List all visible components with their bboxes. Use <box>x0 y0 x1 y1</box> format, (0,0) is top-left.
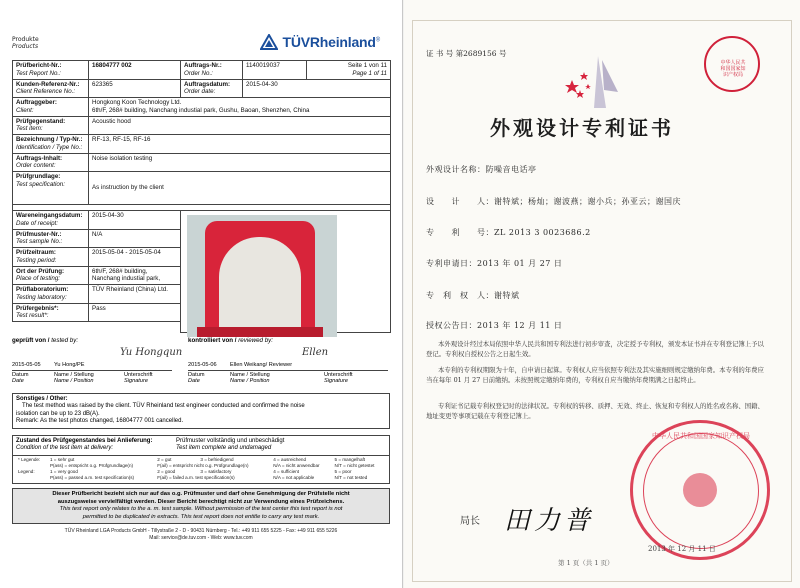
seal-date: 2013 年 12 月 11 日 <box>648 545 716 553</box>
signature-block <box>12 333 390 391</box>
place-label: Ort der Prüfung: Place of testing: <box>13 266 89 285</box>
report-info-table <box>12 60 391 333</box>
design-name-row: 外观设计名称：防噪音电话亭 <box>426 165 537 174</box>
client-ref: 623365 <box>89 79 181 98</box>
certificate-title: 外观设计专利证书 <box>490 116 674 140</box>
order-date-label: Auftragsdatum: Order date: <box>181 79 243 98</box>
designer-row: 设 计 人：谢特斌；杨灿；谢波燕；谢小兵；孙亚云；谢国庆 <box>426 197 681 206</box>
test-item-label: Prüfgegenstand: Test item: <box>13 116 89 135</box>
tested-date: 2015-05-05 <box>12 361 41 368</box>
patentee-row: 专 利 权 人：谢特斌 <box>426 291 520 300</box>
order-content: Noise isolation testing <box>89 153 391 172</box>
certificate-number: 证 书 号 第2689156 号 <box>426 49 507 58</box>
order-date: 2015-04-30 <box>243 79 391 98</box>
tested-by-label: geprüft von / tested by: <box>12 336 79 344</box>
type-no-label: Bezeichnung / Typ-Nr.: Identification / Type No.: <box>13 135 89 154</box>
small-official-seal: 中华人民共和国国家知识产权局 <box>704 36 760 92</box>
name-col-label: Name / Stellung Name / Position <box>54 371 94 384</box>
reviewed-date: 2015-05-06 <box>188 361 217 368</box>
result: Pass <box>89 303 181 322</box>
order-no: 1140019037 <box>243 61 307 80</box>
place: 6th/F, 268# building, Nanchang industial park, <box>89 266 181 285</box>
client-ref-label: Kunden-Referenz-Nr.: Client Reference No.: <box>13 79 89 98</box>
test-spec-label: Prüfgrundlage: Test specification: <box>13 172 89 205</box>
tuv-logo <box>260 34 380 50</box>
tester-name: Yu Hong/PE <box>54 361 85 368</box>
testing-period: 2015-05-04 - 2015-05-04 <box>89 248 181 267</box>
condition-box: Zustand des Prüfgegenstandes bei Anlieferung: Condition of the test item at delivery: Prüfmuster vollständig und unbeschädigt Test item complete and undamaged <box>12 435 390 455</box>
reviewed-by-label: kontrolliert von / reviewed by: <box>188 336 273 344</box>
date-col-label: Datum Date <box>12 371 29 384</box>
client: Hongkong Koon Technology Ltd. 6th/F, 268# building, Nanchang industial park, Gushu, Baoan, Shenzhen, China <box>89 98 391 117</box>
sample-no: N/A <box>89 229 181 248</box>
result-label: Prüfergebnis*: Test result*: <box>13 303 89 322</box>
tuv-triangle-icon <box>260 34 278 50</box>
page-count: Seite 1 von 11 Page 1 of 11 <box>307 61 391 80</box>
national-emblem-icon <box>683 473 717 507</box>
certificate-paragraph-1: 本外观设计经过本局依照中华人民共和国专利法进行初步审查，决定授予专利权，颁发本证书并在专利登记簿上予以登记。专利权自授权公告之日起生效。 <box>426 340 764 358</box>
director-label: 局长 <box>460 516 480 527</box>
test-spec: As instruction by the client <box>89 172 391 205</box>
name-col-label-2: Name / Stellung Name / Position <box>230 371 270 384</box>
order-content-label: Auftrags-Inhalt: Order content: <box>13 153 89 172</box>
signature-col-label: Unterschrift Signature <box>124 371 153 384</box>
grant-date-row: 授权公告日：2013 年 12 月 11 日 <box>426 321 563 330</box>
order-no-label: Auftrags-Nr.: Order No.: <box>181 61 243 80</box>
director-signature: 田力普 <box>504 506 595 536</box>
signature-col-label-2: Unterschrift Signature <box>324 371 353 384</box>
receipt-date-label: Wareneingangsdatum: Date of receipt: <box>13 211 89 230</box>
report-header <box>12 10 390 60</box>
type-no: RF-13, RF-15, RF-16 <box>89 135 391 154</box>
certificate-page-footer: 第 1 页（共 1 页） <box>558 559 614 567</box>
produkte-label: Produkte <box>12 36 39 43</box>
reviewer-name: Ellen Weikang/ Reviewer <box>230 361 293 368</box>
patent-no-row: 专 利 号：ZL 2013 3 0023686.2 <box>426 228 591 237</box>
report-footer: TÜV Rheinland LGA Products GmbH - Tillystraße 2 - D - 90431 Nürnberg - Tel.: +49 911 655 5225 - Fax: +49 911 655 5226 Mail: service@de.tuv.com - Web: www.tuv.com <box>64 528 338 542</box>
products-label: Products <box>12 43 39 50</box>
client-label: Auftraggeber: Client: <box>13 98 89 117</box>
filing-date-row: 专利申请日：2013 年 01 月 27 日 <box>426 259 563 268</box>
acoustic-hood-photo <box>187 215 337 337</box>
certificate-paragraph-2: 本专利的专利权期限为十年，自申请日起算。专利权人应当依照专利法及其实施细则规定缴纳年费。本专利的年费应当在每年 01 月 27 日前缴纳。未按照规定缴纳年费的，专利权自应当缴纳年费期满之日起终止。 <box>426 366 764 384</box>
report-no: 16804777 002 <box>89 61 181 80</box>
testing-period-label: Prüfzeitraum: Testing period: <box>13 248 89 267</box>
other-remarks: Sonstiges / Other: The test method was raised by the client. TÜV Rheinland test engineer conducted and confirmed the noise isolation can be up to 23 dB(A). Remark: As the test photos changed, 16804777 001 cancelled. <box>12 393 390 429</box>
patent-office-emblem-icon <box>558 52 638 112</box>
certificate-paragraph-3: 专利证书记载专利权登记时的法律状况。专利权的转移、质押、无效、终止、恢复和专利权人的姓名或名称、国籍、地址变更等事项记载在专利登记簿上。 <box>426 402 764 420</box>
grading-legend: * Legende: 1 = sehr gut 2 = gut 3 = befriedigend 4 = ausreichend 5 = mangelhaft P(ass) = entspricht o.g. Prüfgrundlage(n) F(ail) = entspricht nicht o.g. Prüfgrundlage(n) N/A = nicht anwendbar N/T = nicht getestet Legend: 1 = very good 2 = good 3 = satisfactory 4 = sufficient 5 = poor P(ass) = passed a.m. test specification(s) F(ail) = failed a.m. test specification(s) N/A = not applicable N/T = not tested <box>12 455 390 485</box>
lab: TÜV Rheinland (China) Ltd. <box>89 285 181 304</box>
design-patent-certificate <box>404 0 800 588</box>
large-official-seal: 中华人民共和国国家知识产权局 <box>630 420 770 560</box>
report-no-label: Prüfbericht-Nr.: Test Report No.: <box>13 61 89 80</box>
reviewer-signature: Ellen <box>302 346 329 358</box>
test-item-photo-cell <box>181 211 391 333</box>
date-col-label-2: Datum Date <box>188 371 205 384</box>
tuv-brand: TÜVRheinland® <box>282 34 380 50</box>
tester-signature: Yu Hongqun <box>120 346 183 358</box>
lab-label: Prüflaboratorium: Testing laboratory: <box>13 285 89 304</box>
test-item: Acoustic hood <box>89 116 391 135</box>
receipt-date: 2015-04-30 <box>89 211 181 230</box>
report-notice: Dieser Prüfbericht bezieht sich nur auf das o.g. Prüfmuster und darf ohne Genehmigung der Prüfstelle nicht auszugsweise vervielfältigt werden. Dieser Bericht berechtigt nicht zur Verwendung eines Prüfzeichens. This test report only relates to the a. m. test sample. Without permission of the test center this test report is not permitted to be duplicated in extracts. This test report does not entitle to carry any test mark. <box>12 488 390 524</box>
sample-no-label: Prüfmuster-Nr.: Test sample No.: <box>13 229 89 248</box>
